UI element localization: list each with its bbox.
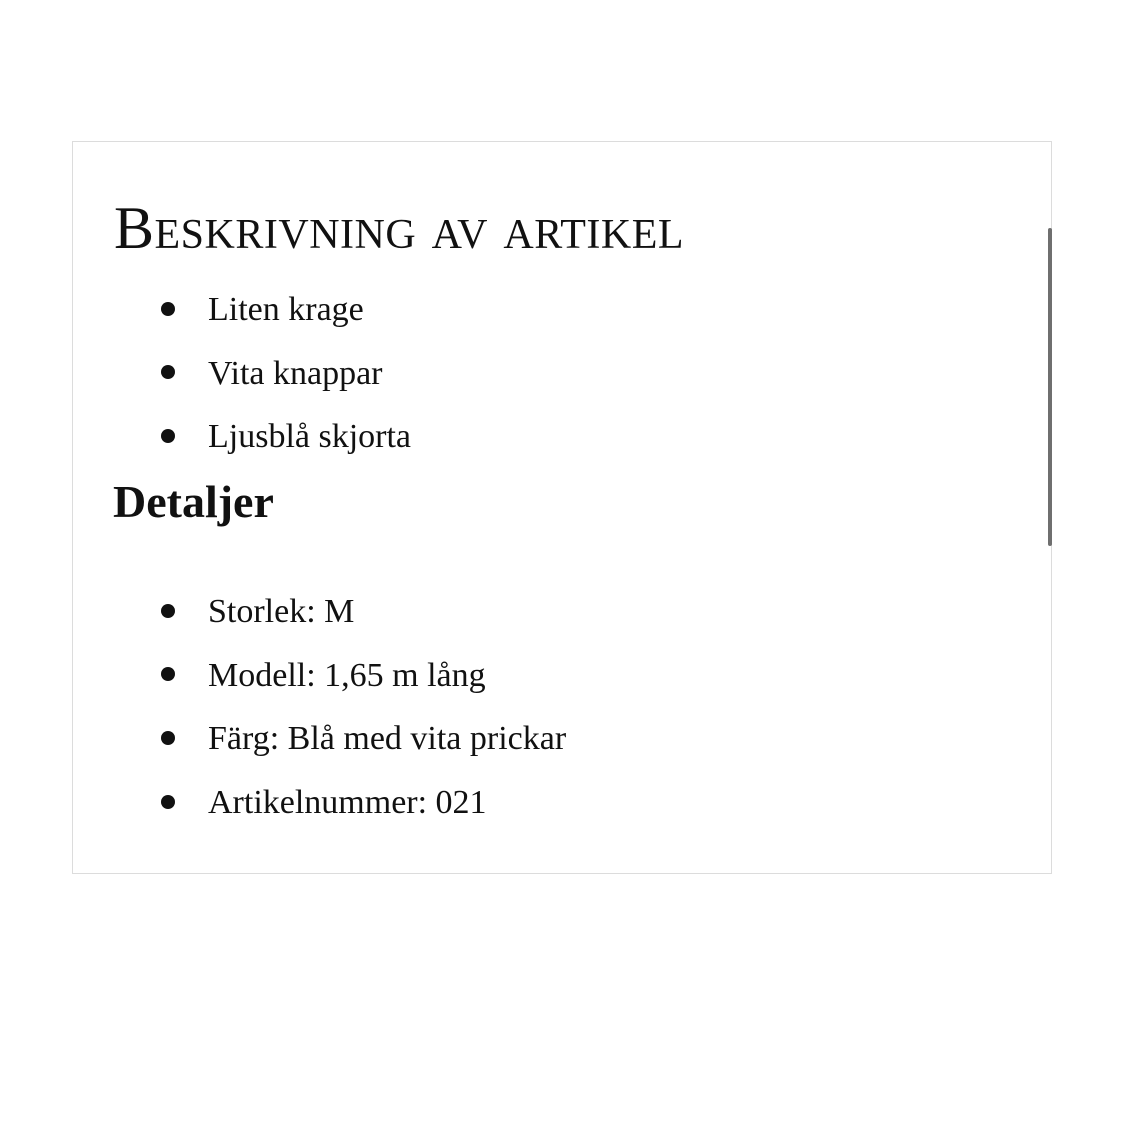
list-item <box>161 644 566 708</box>
list-item-text: Färg: Blå med vita prickar <box>208 720 567 758</box>
details-list <box>161 580 566 834</box>
list-item-text: Storlek: M <box>208 593 355 630</box>
bullet-icon <box>161 302 175 316</box>
list-item-text: Artikelnummer: 021 <box>208 783 487 821</box>
description-title: Beskrivning av artikel <box>114 195 685 261</box>
list-item-text: Modell: 1,65 m lång <box>208 656 486 694</box>
bullet-icon <box>161 604 175 618</box>
list-item <box>161 707 566 771</box>
details-title: Detaljer <box>113 476 274 527</box>
list-item <box>161 771 566 835</box>
scrollbar-thumb[interactable] <box>1048 228 1052 546</box>
description-list <box>161 278 411 469</box>
bullet-icon <box>161 365 175 379</box>
list-item <box>161 278 411 342</box>
list-item <box>161 580 566 644</box>
article-description-panel <box>72 141 1052 874</box>
list-item <box>161 342 411 406</box>
list-item-text: Vita knappar <box>208 354 383 392</box>
bullet-icon <box>161 667 175 681</box>
list-item <box>161 405 411 469</box>
list-item-text: Ljusblå skjorta <box>208 418 412 456</box>
bullet-icon <box>161 731 175 745</box>
bullet-icon <box>161 795 175 809</box>
list-item-text: Liten krage <box>208 291 364 328</box>
bullet-icon <box>161 429 175 443</box>
